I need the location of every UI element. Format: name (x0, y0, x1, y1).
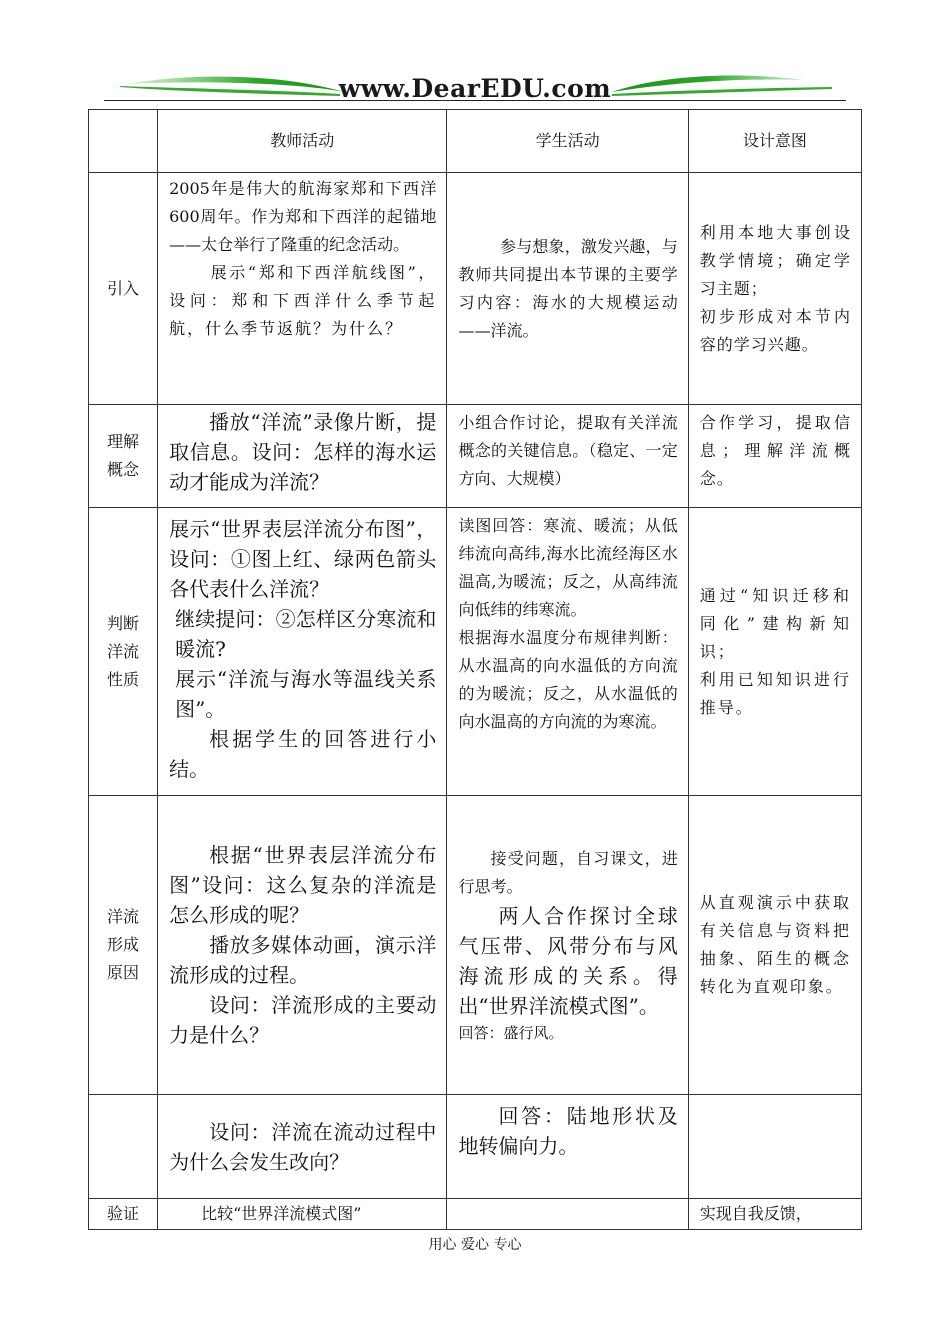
student-cell (447, 508, 688, 796)
intent-text: 实现自我反馈， (699, 1204, 812, 1223)
student-cell (447, 1199, 688, 1230)
stage-label: 引入 (89, 173, 158, 405)
student-text: 两人合作探讨全球气压带、风带分布与风海流形成的关系。得出“世界洋流模式图”。 (458, 903, 678, 1018)
teacher-text: 根据“世界表层洋流分布图”设问：这么复杂的洋流是怎么形成的呢？ (169, 843, 437, 927)
site-url: www.DearEDU.com (338, 74, 612, 103)
student-cell (447, 405, 688, 508)
student-cell (447, 1095, 688, 1199)
table-row (89, 1095, 862, 1199)
intent-text: 合作学习，提取信息；理解洋流概念。 (699, 413, 851, 488)
teacher-text: 展示“世界表层洋流分布图”，设问：①图上红、绿两色箭头各代表什么洋流？ (169, 517, 437, 601)
student-text: 小组合作讨论，提取有关洋流概念的关键信息。（稳定、一定方向、大规模） (458, 413, 678, 488)
teacher-text: 展示“洋流与海水等温线关系图”。 (175, 667, 437, 721)
intent-cell (688, 405, 861, 508)
stage-label: 验证 (89, 1199, 158, 1230)
teacher-text: 2005年是伟大的航海家郑和下西洋600周年。作为郑和下西洋的起锚地——太仓举行了隆重的纪念活动。 (169, 179, 437, 254)
table-row (89, 1199, 862, 1230)
table-row (89, 405, 862, 508)
intent-cell (688, 173, 861, 405)
teacher-text: 根据学生的回答进行小结。 (169, 727, 437, 781)
student-text: 回答：盛行风。 (458, 1023, 564, 1042)
student-text: 接受问题，自习课文，进行思考。 (458, 848, 678, 896)
student-text: 读图回答：寒流、暖流；从低纬流向高纬,海水比流经海区水温高,为暖流；反之，从高纬流向低纬的纬寒流。 (458, 516, 678, 619)
teacher-text: 播放多媒体动画，演示洋流形成的过程。 (169, 933, 437, 987)
stage-label (89, 1095, 158, 1199)
student-cell (447, 173, 688, 405)
header-stage (89, 110, 158, 173)
student-text: 参与想象，激发兴趣，与教师共同提出本节课的主要学习内容：海水的大规模运动——洋流。 (458, 236, 678, 340)
page-footer: 用心 爱心 专心 (428, 1237, 522, 1253)
site-banner (104, 70, 846, 104)
header-student: 学生活动 (447, 110, 688, 173)
table-row (89, 796, 862, 1095)
stage-label: 理解概念 (89, 405, 158, 508)
lesson-plan-table (88, 109, 862, 1230)
intent-text: 从直观演示中获取有关信息与资料把抽象、陌生的概念转化为直观印象。 (699, 893, 851, 996)
table-row (89, 173, 862, 405)
intent-cell (688, 1199, 861, 1230)
intent-text: 利用本地大事创设教学情境；确定学习主题； (699, 222, 851, 298)
intent-cell (688, 508, 861, 796)
student-text: 根据海水温度分布规律判断：从水温高的向水温低的方向流的为暖流；反之，从水温低的向水温高的方向流的为寒流。 (458, 628, 678, 731)
teacher-text: 展示“郑和下西洋航线图”，设问：郑和下西洋什么季节起航，什么季节返航？为什么？ (169, 263, 437, 338)
teacher-cell (158, 1095, 447, 1199)
header-rule (104, 100, 846, 101)
intent-text: 初步形成对本节内容的学习兴趣。 (699, 306, 851, 354)
teacher-cell (158, 405, 447, 508)
header-teacher: 教师活动 (158, 110, 447, 173)
intent-text: 利用已知知识进行推导。 (699, 669, 851, 717)
student-text: 回答：陆地形状及地转偏向力。 (458, 1104, 678, 1158)
teacher-text: 设问：洋流形成的主要动力是什么？ (169, 993, 437, 1047)
student-cell (447, 796, 688, 1095)
teacher-cell (158, 508, 447, 796)
teacher-text: 设问：洋流在流动过程中为什么会发生改向？ (169, 1119, 437, 1174)
intent-cell (688, 796, 861, 1095)
teacher-text: 播放“洋流”录像片断，提取信息。设问：怎样的海水运动才能成为洋流？ (169, 410, 437, 494)
teacher-cell (158, 1199, 447, 1230)
teacher-cell (158, 796, 447, 1095)
intent-text: 通过“知识迁移和同化”建构新知识； (699, 585, 851, 661)
stage-label: 洋流形成原因 (89, 796, 158, 1095)
table-row (89, 508, 862, 796)
intent-cell (688, 1095, 861, 1199)
stage-label: 判断洋流性质 (89, 508, 158, 796)
teacher-text: 比较“世界洋流模式图” (201, 1204, 362, 1223)
table-header-row (89, 110, 862, 173)
teacher-cell (158, 173, 447, 405)
teacher-text: 继续提问：②怎样区分寒流和暖流? (175, 607, 437, 661)
header-intent: 设计意图 (688, 110, 861, 173)
